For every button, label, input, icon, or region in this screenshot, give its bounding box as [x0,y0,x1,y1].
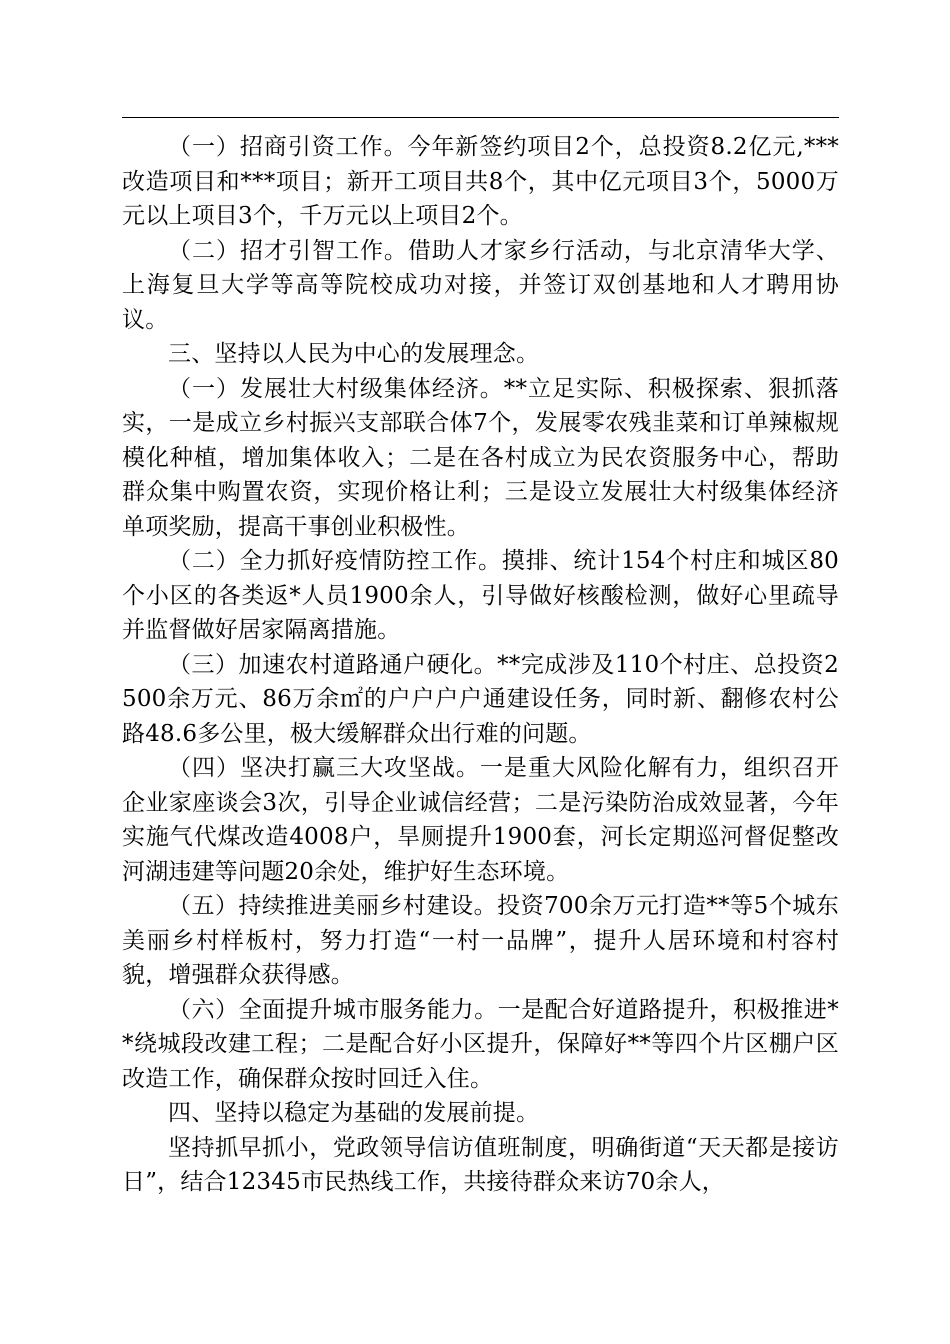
paragraph-collective-economy: （一）发展壮大村级集体经济。**立足实际、积极探索、狠抓落实，一是成立乡村振兴支部联合体7个，发展零农残韭菜和订单辣椒规模化种植，增加集体收入；二是在各村成立为民农资服务中心，帮助群众集中购置农资，实现价格让利；三是设立发展壮大村级集体经济单项奖励，提高干事创业积极性。 [122,375,839,540]
paragraph-petitions: 坚持抓早抓小，党政领导信访值班制度，明确街道“天天都是接访日”，结合12345市民热线工作，共接待群众来访70余人， [122,1134,839,1195]
paragraph-beautiful-villages: （五）持续推进美丽乡村建设。投资700余万元打造**等5个城东美丽乡村样板村，努力打造“一村一品牌”，提升人居环境和村容村貌，增强群众获得感。 [122,893,839,988]
header-rule [122,117,839,118]
paragraph-city-services: （六）全面提升城市服务能力。一是配合好道路提升，积极推进**绕城段改建工程；二是配合好小区提升，保障好**等四个片区棚户区改造工作，确保群众按时回迁入住。 [122,996,839,1092]
document-body [122,130,839,1200]
paragraph-rural-roads: （三）加速农村道路通户硬化。**完成涉及110个村庄、总投资2500余万元、86万余㎡的户户户户通建设任务，同时新、翻修农村公路48.6多公里，极大缓解群众出行难的问题。 [122,651,839,747]
section-heading-people-centered: 三、坚持以人民为中心的发展理念。 [168,341,540,367]
paragraph-investment: （一）招商引资工作。今年新签约项目2个，总投资8.2亿元,***改造项目和***项目；新开工项目共8个，其中亿元项目3个，5000万元以上项目3个，千万元以上项目2个。 [122,134,839,229]
paragraph-three-battles: （四）坚决打赢三大攻坚战。一是重大风险化解有力，组织召开企业家座谈会3次，引导企业诚信经营；二是污染防治成效显著，今年实施气代煤改造4008户，旱厕提升1900套，河长定期巡河督促整改河湖违建等问题20余处，维护好生态环境。 [122,755,839,885]
section-heading-stability: 四、坚持以稳定为基础的发展前提。 [168,1100,540,1126]
paragraph-talent: （二）招才引智工作。借助人才家乡行活动，与北京清华大学、上海复旦大学等高等院校成功对接，并签订双创基地和人才聘用协议。 [122,237,839,333]
paragraph-epidemic-control: （二）全力抓好疫情防控工作。摸排、统计154个村庄和城区80个小区的各类返*人员1900余人，引导做好核酸检测，做好心里疏导并监督做好居家隔离措施。 [122,548,839,643]
